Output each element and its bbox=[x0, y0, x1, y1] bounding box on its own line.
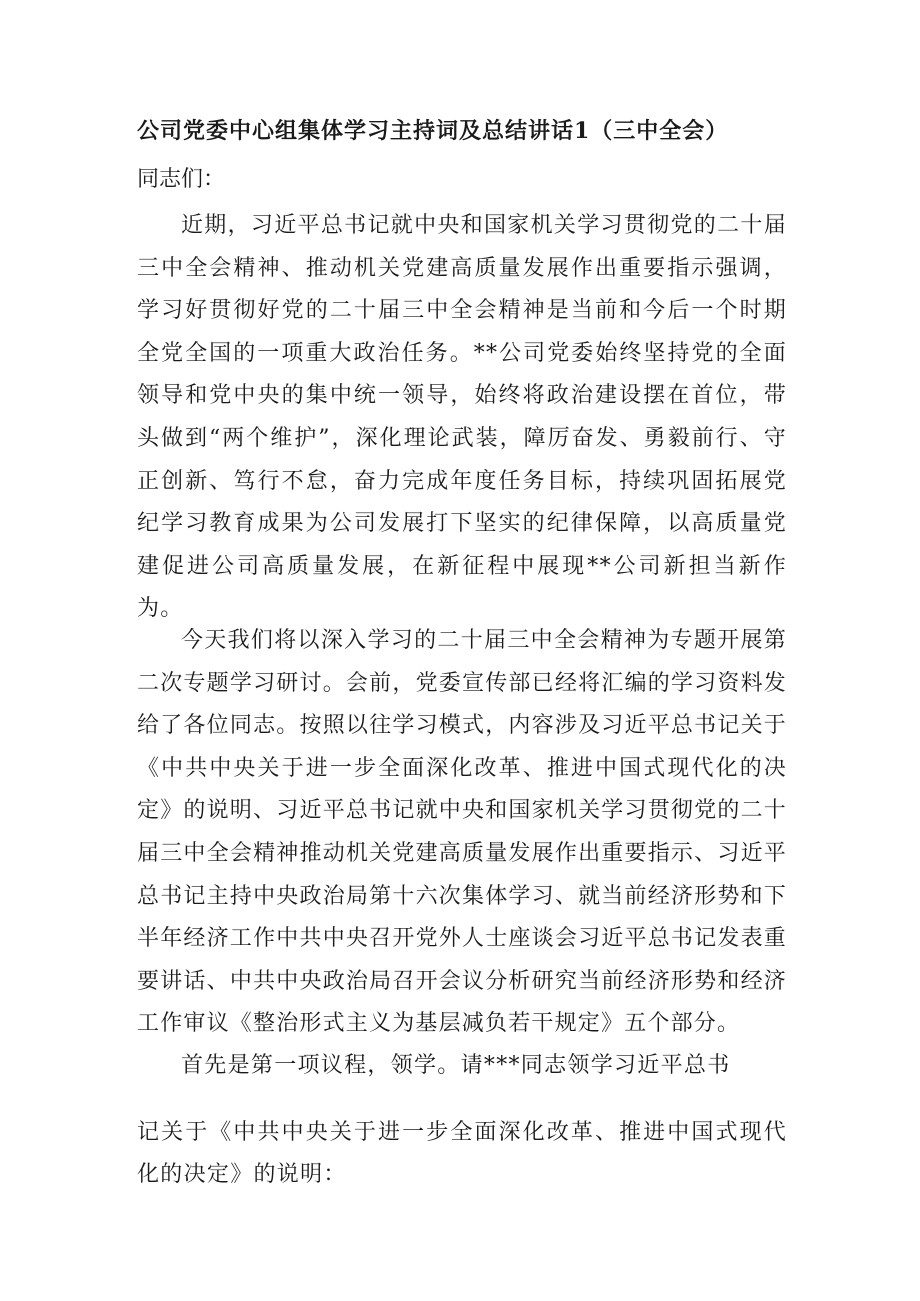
paragraph-agenda: 今天我们将以深入学习的二十届三中全会精神为专题开展第二次专题学习研讨。会前，党委宣传部已经将汇编的学习资料发给了各位同志。按照以往学习模式，内容涉及习近平总书记关于《中共中央关于进一步全面深化改革、推进中国式现代化的决定》的说明、习近平总书记就中央和国家机关学习贯彻党的二十届三中全会精神推动机关党建高质量发展作出重要指示、习近平总书记主持中央政治局第十六次集体学习、就当前经济形势和下半年经济工作中共中央召开党外人士座谈会习近平总书记发表重要讲话、中共中央政治局召开会议分析研究当前经济形势和经济工作审议《整治形式主义为基层减负若干规定》五个部分。 bbox=[137, 628, 787, 1037]
paragraph-first-item: 首先是第一项议程，领学。请***同志领学习近平总书 bbox=[181, 1053, 731, 1078]
paragraph-first-item-continued: 记关于《中共中央关于进一步全面深化改革、推进中国式现代化的决定》的说明： bbox=[137, 1120, 787, 1187]
paragraph-intro: 近期，习近平总书记就中央和国家机关学习贯彻党的二十届三中全会精神、推动机关党建高质量发展作出重要指示强调，学习好贯彻好党的二十届三中全会精神是当前和今后一个时期全党全国的一项重大政治任务。**公司党委始终坚持党的全面领导和党中央的集中统一领导，始终将政治建设摆在首位，带头做到“两个维护”，深化理论武装，障厉奋发、勇毅前行、守正创新、笃行不怠，奋力完成年度任务目标，持续巩固拓展党纪学习教育成果为公司发展打下坚实的纪律保障，以高质量党建促进公司高质量发展，在新征程中展现**公司新担当新作为。 bbox=[137, 213, 787, 622]
document-title: 公司党委中心组集体学习主持词及总结讲话1（三中全会） bbox=[137, 118, 729, 144]
salutation: 同志们： bbox=[137, 167, 226, 192]
